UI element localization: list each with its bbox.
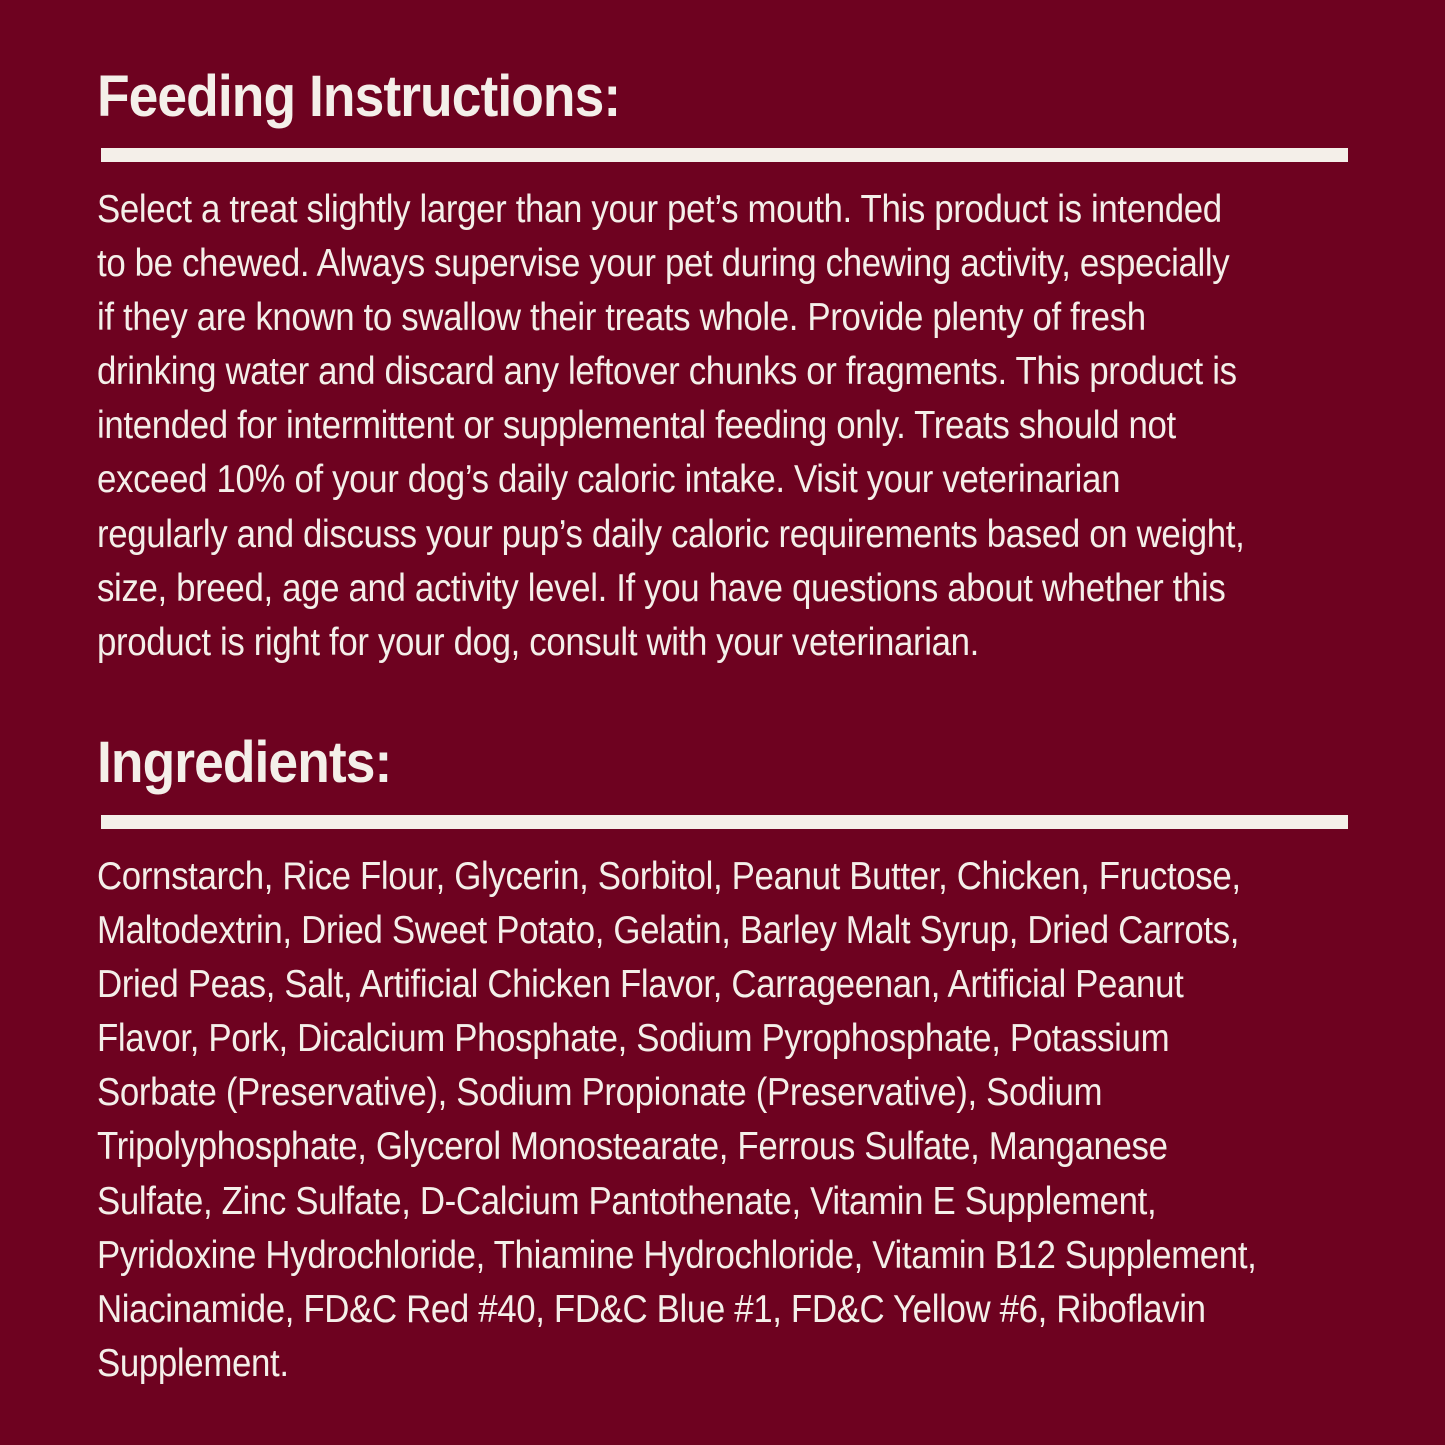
feeding-line: Select a treat slightly larger than your pet’s mouth. This product is intended: [97, 188, 1222, 231]
feeding-divider: [101, 148, 1348, 162]
feeding-instructions-text: [97, 183, 1319, 670]
ingredients-line: Pyridoxine Hydrochloride, Thiamine Hydrochloride, Vitamin B12 Supplement,: [97, 1233, 1257, 1277]
feeding-line: regularly and discuss your pup’s daily caloric requirements based on weight,: [97, 512, 1245, 556]
ingredients-line: Sorbate (Preservative), Sodium Propionate (Preservative), Sodium: [97, 1071, 1103, 1115]
ingredients-line: Niacinamide, FD&C Red #40, FD&C Blue #1, FD&C Yellow #6, Riboflavin: [97, 1287, 1206, 1331]
ingredients-line: Maltodextrin, Dried Sweet Potato, Gelatin, Barley Malt Syrup, Dried Carrots,: [97, 909, 1240, 953]
feeding-instructions-heading: Feeding Instructions:: [97, 64, 621, 129]
ingredients-line: Supplement.: [97, 1341, 289, 1385]
feeding-line: to be chewed. Always supervise your pet during chewing activity, especially: [97, 242, 1230, 286]
feeding-line: size, breed, age and activity level. If you have questions about whether this: [97, 566, 1226, 610]
ingredients-line: Tripolyphosphate, Glycerol Monostearate, Ferrous Sulfate, Manganese: [97, 1125, 1168, 1169]
ingredients-divider: [101, 815, 1348, 829]
feeding-line: exceed 10% of your dog’s daily caloric intake. Visit your veterinarian: [97, 458, 1121, 502]
ingredients-line: Dried Peas, Salt, Artificial Chicken Flavor, Carrageenan, Artificial Peanut: [97, 963, 1184, 1007]
ingredients-line: Sulfate, Zinc Sulfate, D-Calcium Pantothenate, Vitamin E Supplement,: [97, 1179, 1157, 1223]
feeding-line: intended for intermittent or supplemental feeding only. Treats should not: [97, 404, 1176, 448]
ingredients-list-text: [97, 850, 1319, 1391]
feeding-line: product is right for your dog, consult with your veterinarian.: [97, 620, 979, 664]
ingredients-heading: Ingredients:: [97, 730, 392, 795]
feeding-line: if they are known to swallow their treats whole. Provide plenty of fresh: [97, 296, 1146, 340]
ingredients-line: Cornstarch, Rice Flour, Glycerin, Sorbitol, Peanut Butter, Chicken, Fructose,: [97, 855, 1241, 898]
feeding-line: drinking water and discard any leftover chunks or fragments. This product is: [97, 350, 1237, 394]
ingredients-line: Flavor, Pork, Dicalcium Phosphate, Sodium Pyrophosphate, Potassium: [97, 1017, 1170, 1061]
